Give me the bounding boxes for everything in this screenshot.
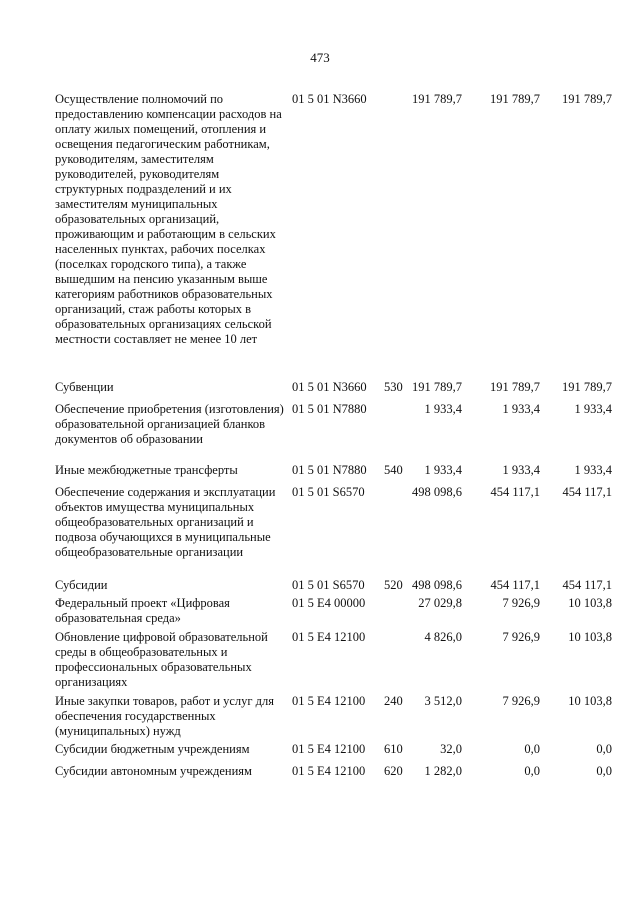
row-value-3: 454 117,1 <box>562 578 612 592</box>
row-value-1: 1 933,4 <box>424 402 462 416</box>
row-name: Обновление цифровой образовательной среды в общеобразовательных и профессиональных образовательных организациях <box>55 630 268 689</box>
row-value-2: 0,0 <box>524 742 540 756</box>
row-value-1: 3 512,0 <box>424 694 462 708</box>
row-name: Субсидии бюджетным учреждениям <box>55 742 250 756</box>
row-value-2: 7 926,9 <box>502 596 540 610</box>
row-code: 01 5 01 S6570 <box>292 485 365 499</box>
row-code: 01 5 E4 12100 <box>292 630 366 644</box>
row-value-1: 191 789,7 <box>412 380 462 394</box>
row-name: Иные закупки товаров, работ и услуг для обеспечения государственных (муниципальных) нужд <box>55 694 275 738</box>
row-code: 01 5 01 N3660 <box>292 92 367 106</box>
row-code: 01 5 E4 12100 <box>292 764 366 778</box>
row-name: Осуществление полномочий по предоставлению компенсации расходов на оплату жилых помещений, отопления и освещения педагогическим работникам, руководителям, заместителям руководителей, руководителям структурных подразделений и их заместителям муниципальных образовательных организаций, проживающим и работающим в сельских населенных пунктах, рабочих поселках (поселках городского типа), а также вышедшим на пенсию указанным выше категориям работников образовательных организаций, стаж работы которых в образовательных организациях сельской местности составляет не менее 10 лет <box>55 92 282 346</box>
row-value-1: 27 029,8 <box>418 596 462 610</box>
row-name: Федеральный проект «Цифровая образовательная среда» <box>55 596 230 625</box>
row-code: 01 5 E4 00000 <box>292 596 366 610</box>
row-value-2: 1 933,4 <box>502 463 540 477</box>
row-value-3: 0,0 <box>596 764 612 778</box>
row-value-2: 7 926,9 <box>502 694 540 708</box>
row-code: 01 5 E4 12100 <box>292 694 366 708</box>
row-value-3: 0,0 <box>596 742 612 756</box>
row-value-2: 191 789,7 <box>490 380 540 394</box>
row-value-1: 191 789,7 <box>412 92 462 106</box>
row-value-2: 454 117,1 <box>490 578 540 592</box>
row-value-2: 7 926,9 <box>502 630 540 644</box>
row-value-3: 10 103,8 <box>568 694 612 708</box>
row-value-3: 1 933,4 <box>574 402 612 416</box>
row-expense-type: 240 <box>384 694 403 708</box>
row-value-1: 4 826,0 <box>424 630 462 644</box>
row-value-2: 0,0 <box>524 764 540 778</box>
row-value-1: 1 282,0 <box>424 764 462 778</box>
row-value-3: 10 103,8 <box>568 596 612 610</box>
row-name: Обеспечение приобретения (изготовления) образовательной организацией бланков документов об образовании <box>55 402 284 446</box>
row-code: 01 5 01 N3660 <box>292 380 367 394</box>
row-value-3: 454 117,1 <box>562 485 612 499</box>
row-value-2: 1 933,4 <box>502 402 540 416</box>
row-name: Иные межбюджетные трансферты <box>55 463 238 477</box>
row-value-1: 1 933,4 <box>424 463 462 477</box>
row-expense-type: 620 <box>384 764 403 778</box>
row-code: 01 5 01 N7880 <box>292 463 367 477</box>
row-code: 01 5 01 S6570 <box>292 578 365 592</box>
row-value-1: 32,0 <box>440 742 462 756</box>
row-value-1: 498 098,6 <box>412 485 462 499</box>
row-expense-type: 610 <box>384 742 403 756</box>
row-name: Субвенции <box>55 380 114 394</box>
page-number: 473 <box>310 50 330 65</box>
row-value-3: 1 933,4 <box>574 463 612 477</box>
row-name: Субсидии <box>55 578 108 592</box>
row-value-1: 498 098,6 <box>412 578 462 592</box>
row-value-2: 454 117,1 <box>490 485 540 499</box>
row-value-2: 191 789,7 <box>490 92 540 106</box>
row-value-3: 10 103,8 <box>568 630 612 644</box>
row-value-3: 191 789,7 <box>562 92 612 106</box>
row-expense-type: 530 <box>384 380 403 394</box>
row-expense-type: 520 <box>384 578 403 592</box>
row-name: Субсидии автономным учреждениям <box>55 764 252 778</box>
row-expense-type: 540 <box>384 463 403 477</box>
row-code: 01 5 01 N7880 <box>292 402 367 416</box>
row-code: 01 5 E4 12100 <box>292 742 366 756</box>
row-name: Обеспечение содержания и эксплуатации объектов имущества муниципальных общеобразовательных организаций и подвоза обучающихся в муниципальные общеобразовательные организации <box>55 485 276 559</box>
row-value-3: 191 789,7 <box>562 380 612 394</box>
